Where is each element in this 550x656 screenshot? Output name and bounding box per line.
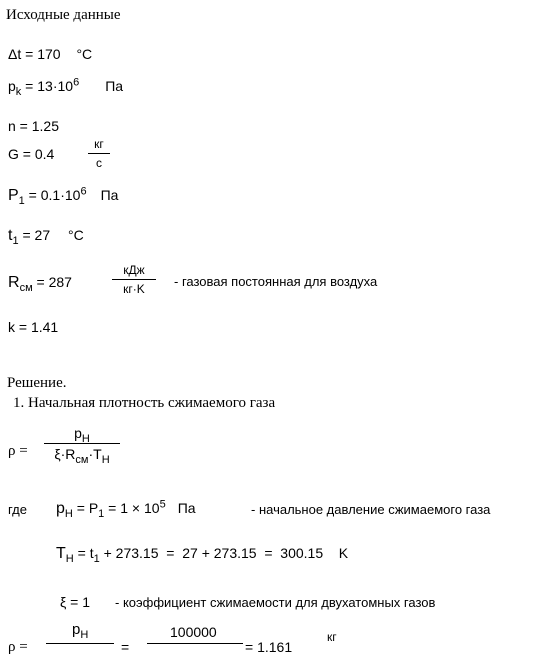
cm-subscript: см xyxy=(75,453,89,466)
fraction-bar xyxy=(88,153,110,154)
rho-numerator xyxy=(44,425,120,445)
rho-calc-lhs: ρ = xyxy=(8,639,28,655)
TH-symbol: T xyxy=(56,545,66,562)
P1-unit: Па xyxy=(100,187,119,203)
given-Rcm xyxy=(8,274,72,292)
rho-calc-bar1 xyxy=(46,643,114,644)
rho-calc-bar2 xyxy=(147,643,243,644)
Rcm-subscript: см xyxy=(19,281,33,294)
t1-subscript: 1 xyxy=(12,234,19,247)
TH-sub2: 1 xyxy=(93,552,100,565)
delta-t-value: = 170 xyxy=(21,46,65,62)
given-t1 xyxy=(8,227,84,245)
pH-symbol: p xyxy=(74,425,82,441)
delta-t-symbol: Δt xyxy=(8,46,22,62)
pH-definition xyxy=(56,500,196,518)
t1-value: = 27 xyxy=(18,227,54,243)
rho-lhs: ρ = xyxy=(8,443,28,459)
rho-calc-num2: 100000 xyxy=(170,624,217,640)
delta-t-unit: °C xyxy=(76,46,93,62)
Rcm-unit-fraction xyxy=(112,263,156,296)
section-title-given: Исходные данные xyxy=(6,7,121,23)
Rcm-unit-denominator: кг·K xyxy=(123,282,145,296)
given-pk xyxy=(8,76,124,98)
pH-def-eq2: = 1 × 10 xyxy=(104,500,160,516)
rho-calc-num1 xyxy=(72,621,89,641)
TH-subscript: H xyxy=(101,453,110,466)
pH-def-sub2: 1 xyxy=(98,507,105,520)
fraction-bar xyxy=(112,279,156,280)
rho-calc-p: p xyxy=(72,621,81,638)
given-k: k = 1.41 xyxy=(8,319,59,335)
pk-subscript: k xyxy=(15,85,22,98)
P1-subscript: 1 xyxy=(18,194,25,207)
xi-R: ξ·R xyxy=(54,446,76,462)
pH-def-unit: Па xyxy=(177,500,196,516)
given-P1 xyxy=(8,187,118,205)
where-label: где xyxy=(8,502,27,517)
given-delta-t xyxy=(8,46,92,62)
t1-unit: °C xyxy=(68,227,84,243)
G-unit-numerator: кг xyxy=(94,137,104,151)
P1-exponent: 6 xyxy=(80,185,87,198)
Rcm-unit-numerator: кДж xyxy=(123,263,145,277)
rho-calc-result: = 1.161 xyxy=(245,639,293,655)
solution-heading: Решение. xyxy=(7,375,67,391)
pH-subscript: H xyxy=(81,432,90,445)
Rcm-symbol: R xyxy=(8,274,20,291)
Rcm-note: - газовая постоянная для воздуха xyxy=(174,274,378,289)
G-unit-fraction xyxy=(88,137,110,170)
G-unit-denominator: с xyxy=(96,156,102,170)
pH-def-exponent: 5 xyxy=(159,498,166,511)
rho-calc-unit: кг xyxy=(327,630,337,644)
pH-def-symbol: p xyxy=(56,500,65,517)
t1-symbol: t xyxy=(8,227,13,244)
Rcm-value: = 287 xyxy=(32,274,72,290)
T: ·T xyxy=(88,446,102,462)
pk-unit: Па xyxy=(105,78,124,94)
TH-rest: + 273.15 = 27 + 273.15 = 300.15 K xyxy=(99,545,349,561)
xi-note: - коэффициент сжимаемости для двухатомных газов xyxy=(115,595,436,610)
xi-definition: ξ = 1 xyxy=(60,594,91,610)
pk-exponent: 6 xyxy=(73,76,80,89)
rho-calc-eq-mid: = xyxy=(121,639,130,655)
rho-formula-fraction xyxy=(44,425,120,466)
P1-symbol: P xyxy=(8,187,19,204)
given-n: n = 1.25 xyxy=(8,118,59,134)
pH-def-eq1: = P xyxy=(72,500,99,516)
given-G: G = 0.4 xyxy=(8,146,55,162)
pk-value: = 13·10 xyxy=(21,78,74,94)
TH-definition xyxy=(56,545,348,563)
pH-def-subscript: H xyxy=(64,507,73,520)
step-1-title: 1. Начальная плотность сжимаемого газа xyxy=(13,395,276,411)
P1-value: = 0.1·10 xyxy=(24,187,81,203)
pH-note: - начальное давление сжимаемого газа xyxy=(251,502,491,517)
rho-denominator xyxy=(44,446,120,466)
pk-symbol: p xyxy=(8,78,16,94)
rho-calc-p-sub: H xyxy=(80,629,89,641)
TH-subscript: H xyxy=(65,552,74,565)
TH-eq: = t xyxy=(73,545,94,561)
